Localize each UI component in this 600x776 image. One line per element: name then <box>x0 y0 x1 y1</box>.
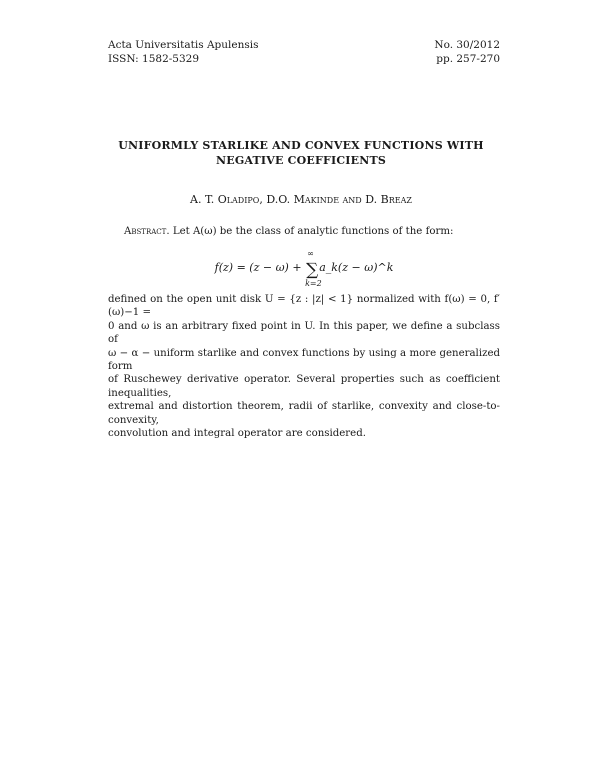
journal-issn: ISSN: 1582-5329 <box>108 53 200 65</box>
authors: A. T. Oladipo, D.O. Makinde and D. Breaz <box>190 193 412 206</box>
abstract-label: Abstract. <box>124 226 170 237</box>
eq-rhs: a_k(z − ω)^k <box>319 261 394 274</box>
sum-lower: k=2 <box>305 279 322 288</box>
journal-name: Acta Universitatis Apulensis <box>108 39 259 51</box>
abstract-intro-text: Let A(ω) be the class of analytic functions of the form: <box>172 226 454 237</box>
abstract-equation <box>108 244 500 290</box>
issue-number: No. 30/2012 <box>434 39 500 51</box>
sum-symbol: ∑ ∞ k=2 <box>305 249 322 288</box>
journal-header <box>108 38 258 66</box>
title-line-1: UNIFORMLY STARLIKE AND CONVEX FUNCTIONS WITH <box>118 139 484 152</box>
abstract-intro <box>108 225 500 238</box>
abstract-line: 0 and ω is an arbitrary fixed point in U. In this paper, we define a subclass of <box>108 320 500 346</box>
abstract-line: extremal and distortion theorem, radii of starlike, convexity and close-to-convexity, <box>108 401 500 426</box>
sum-upper: ∞ <box>307 249 314 258</box>
paper-title <box>110 138 492 168</box>
abstract-line: ω − α − uniform starlike and convex functions by using a more generalized form <box>108 347 500 373</box>
abstract-line: of Ruschewey derivative operator. Several properties such as coefficient inequalities, <box>108 374 500 399</box>
eq-lhs: f(z) = (z − ω) + <box>214 261 306 274</box>
abstract-body <box>108 293 500 440</box>
issue-header <box>434 38 500 66</box>
abstract-line: defined on the open unit disk U = {z : |z| < 1} normalized with f(ω) = 0, f′(ω)−1 = <box>108 294 500 319</box>
page-range: pp. 257-270 <box>436 53 500 65</box>
title-line-2: NEGATIVE COEFFICIENTS <box>215 154 386 167</box>
abstract-line: convolution and integral operator are considered. <box>108 428 366 440</box>
